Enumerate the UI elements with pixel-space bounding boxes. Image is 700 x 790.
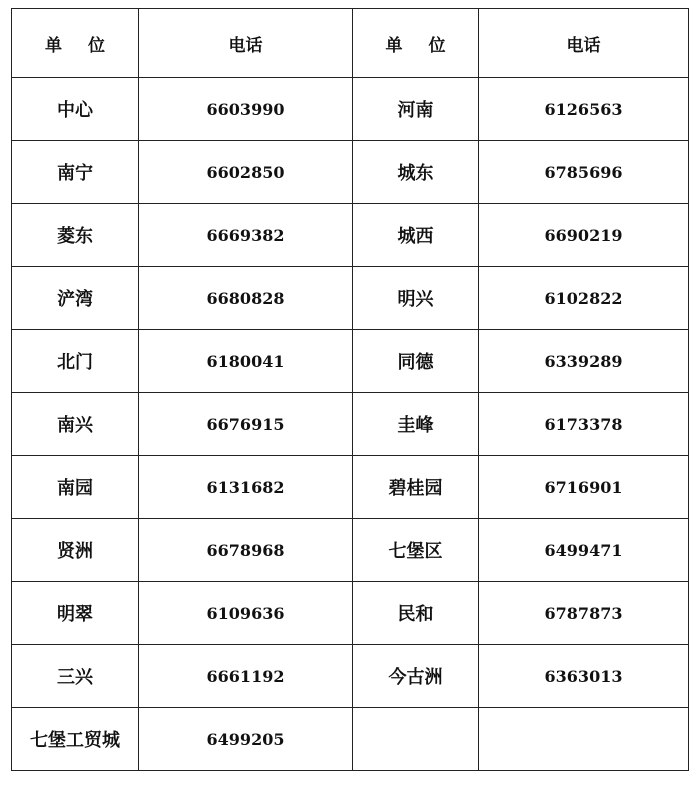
header-unit-right-label: 单 位 — [385, 35, 456, 56]
header-unit-left-label: 单 位 — [45, 35, 115, 56]
unit-name: 民和 — [353, 582, 479, 645]
header-unit-left — [12, 9, 139, 78]
unit-name: 碧桂园 — [353, 456, 479, 519]
table-row — [12, 267, 689, 330]
unit-name: 浐湾 — [12, 267, 139, 330]
table-row — [12, 645, 689, 708]
table-row — [12, 708, 689, 771]
table-header-row — [12, 9, 689, 78]
table-row — [12, 456, 689, 519]
phone-number: 6109636 — [139, 582, 353, 645]
phone-number: 6680828 — [139, 267, 353, 330]
header-phone-right: 电话 — [479, 9, 689, 78]
header-unit-right — [353, 9, 479, 78]
phone-number: 6363013 — [479, 645, 689, 708]
table-row — [12, 393, 689, 456]
table-row — [12, 582, 689, 645]
unit-name: 南宁 — [12, 141, 139, 204]
unit-name: 七堡工贸城 — [12, 708, 139, 771]
phone-number: 6690219 — [479, 204, 689, 267]
phone-number: 6339289 — [479, 330, 689, 393]
unit-name: 圭峰 — [353, 393, 479, 456]
unit-name: 中心 — [12, 78, 139, 141]
header-phone-left: 电话 — [139, 9, 353, 78]
unit-name: 七堡区 — [353, 519, 479, 582]
unit-name: 南兴 — [12, 393, 139, 456]
phone-number: 6102822 — [479, 267, 689, 330]
contact-directory — [11, 8, 688, 777]
unit-name: 河南 — [353, 78, 479, 141]
phone-number: 6603990 — [139, 78, 353, 141]
table-row — [12, 204, 689, 267]
phone-directory-table — [11, 8, 689, 771]
phone-number: 6126563 — [479, 78, 689, 141]
phone-number: 6131682 — [139, 456, 353, 519]
unit-name: 明兴 — [353, 267, 479, 330]
table-row — [12, 519, 689, 582]
phone-number: 6669382 — [139, 204, 353, 267]
phone-number: 6787873 — [479, 582, 689, 645]
unit-name: 菱东 — [12, 204, 139, 267]
phone-number: 6499471 — [479, 519, 689, 582]
phone-number: 6661192 — [139, 645, 353, 708]
unit-name: 明翠 — [12, 582, 139, 645]
phone-number: 6785696 — [479, 141, 689, 204]
unit-name-empty — [353, 708, 479, 771]
table-row — [12, 141, 689, 204]
unit-name: 贤洲 — [12, 519, 139, 582]
phone-number: 6499205 — [139, 708, 353, 771]
phone-number: 6173378 — [479, 393, 689, 456]
table-row — [12, 78, 689, 141]
unit-name: 城东 — [353, 141, 479, 204]
table-body — [12, 78, 689, 771]
phone-number: 6676915 — [139, 393, 353, 456]
unit-name: 同德 — [353, 330, 479, 393]
phone-number: 6678968 — [139, 519, 353, 582]
unit-name: 三兴 — [12, 645, 139, 708]
unit-name: 城西 — [353, 204, 479, 267]
phone-number-empty — [479, 708, 689, 771]
unit-name: 北门 — [12, 330, 139, 393]
table-row — [12, 330, 689, 393]
unit-name: 今古洲 — [353, 645, 479, 708]
phone-number: 6180041 — [139, 330, 353, 393]
phone-number: 6716901 — [479, 456, 689, 519]
phone-number: 6602850 — [139, 141, 353, 204]
unit-name: 南园 — [12, 456, 139, 519]
